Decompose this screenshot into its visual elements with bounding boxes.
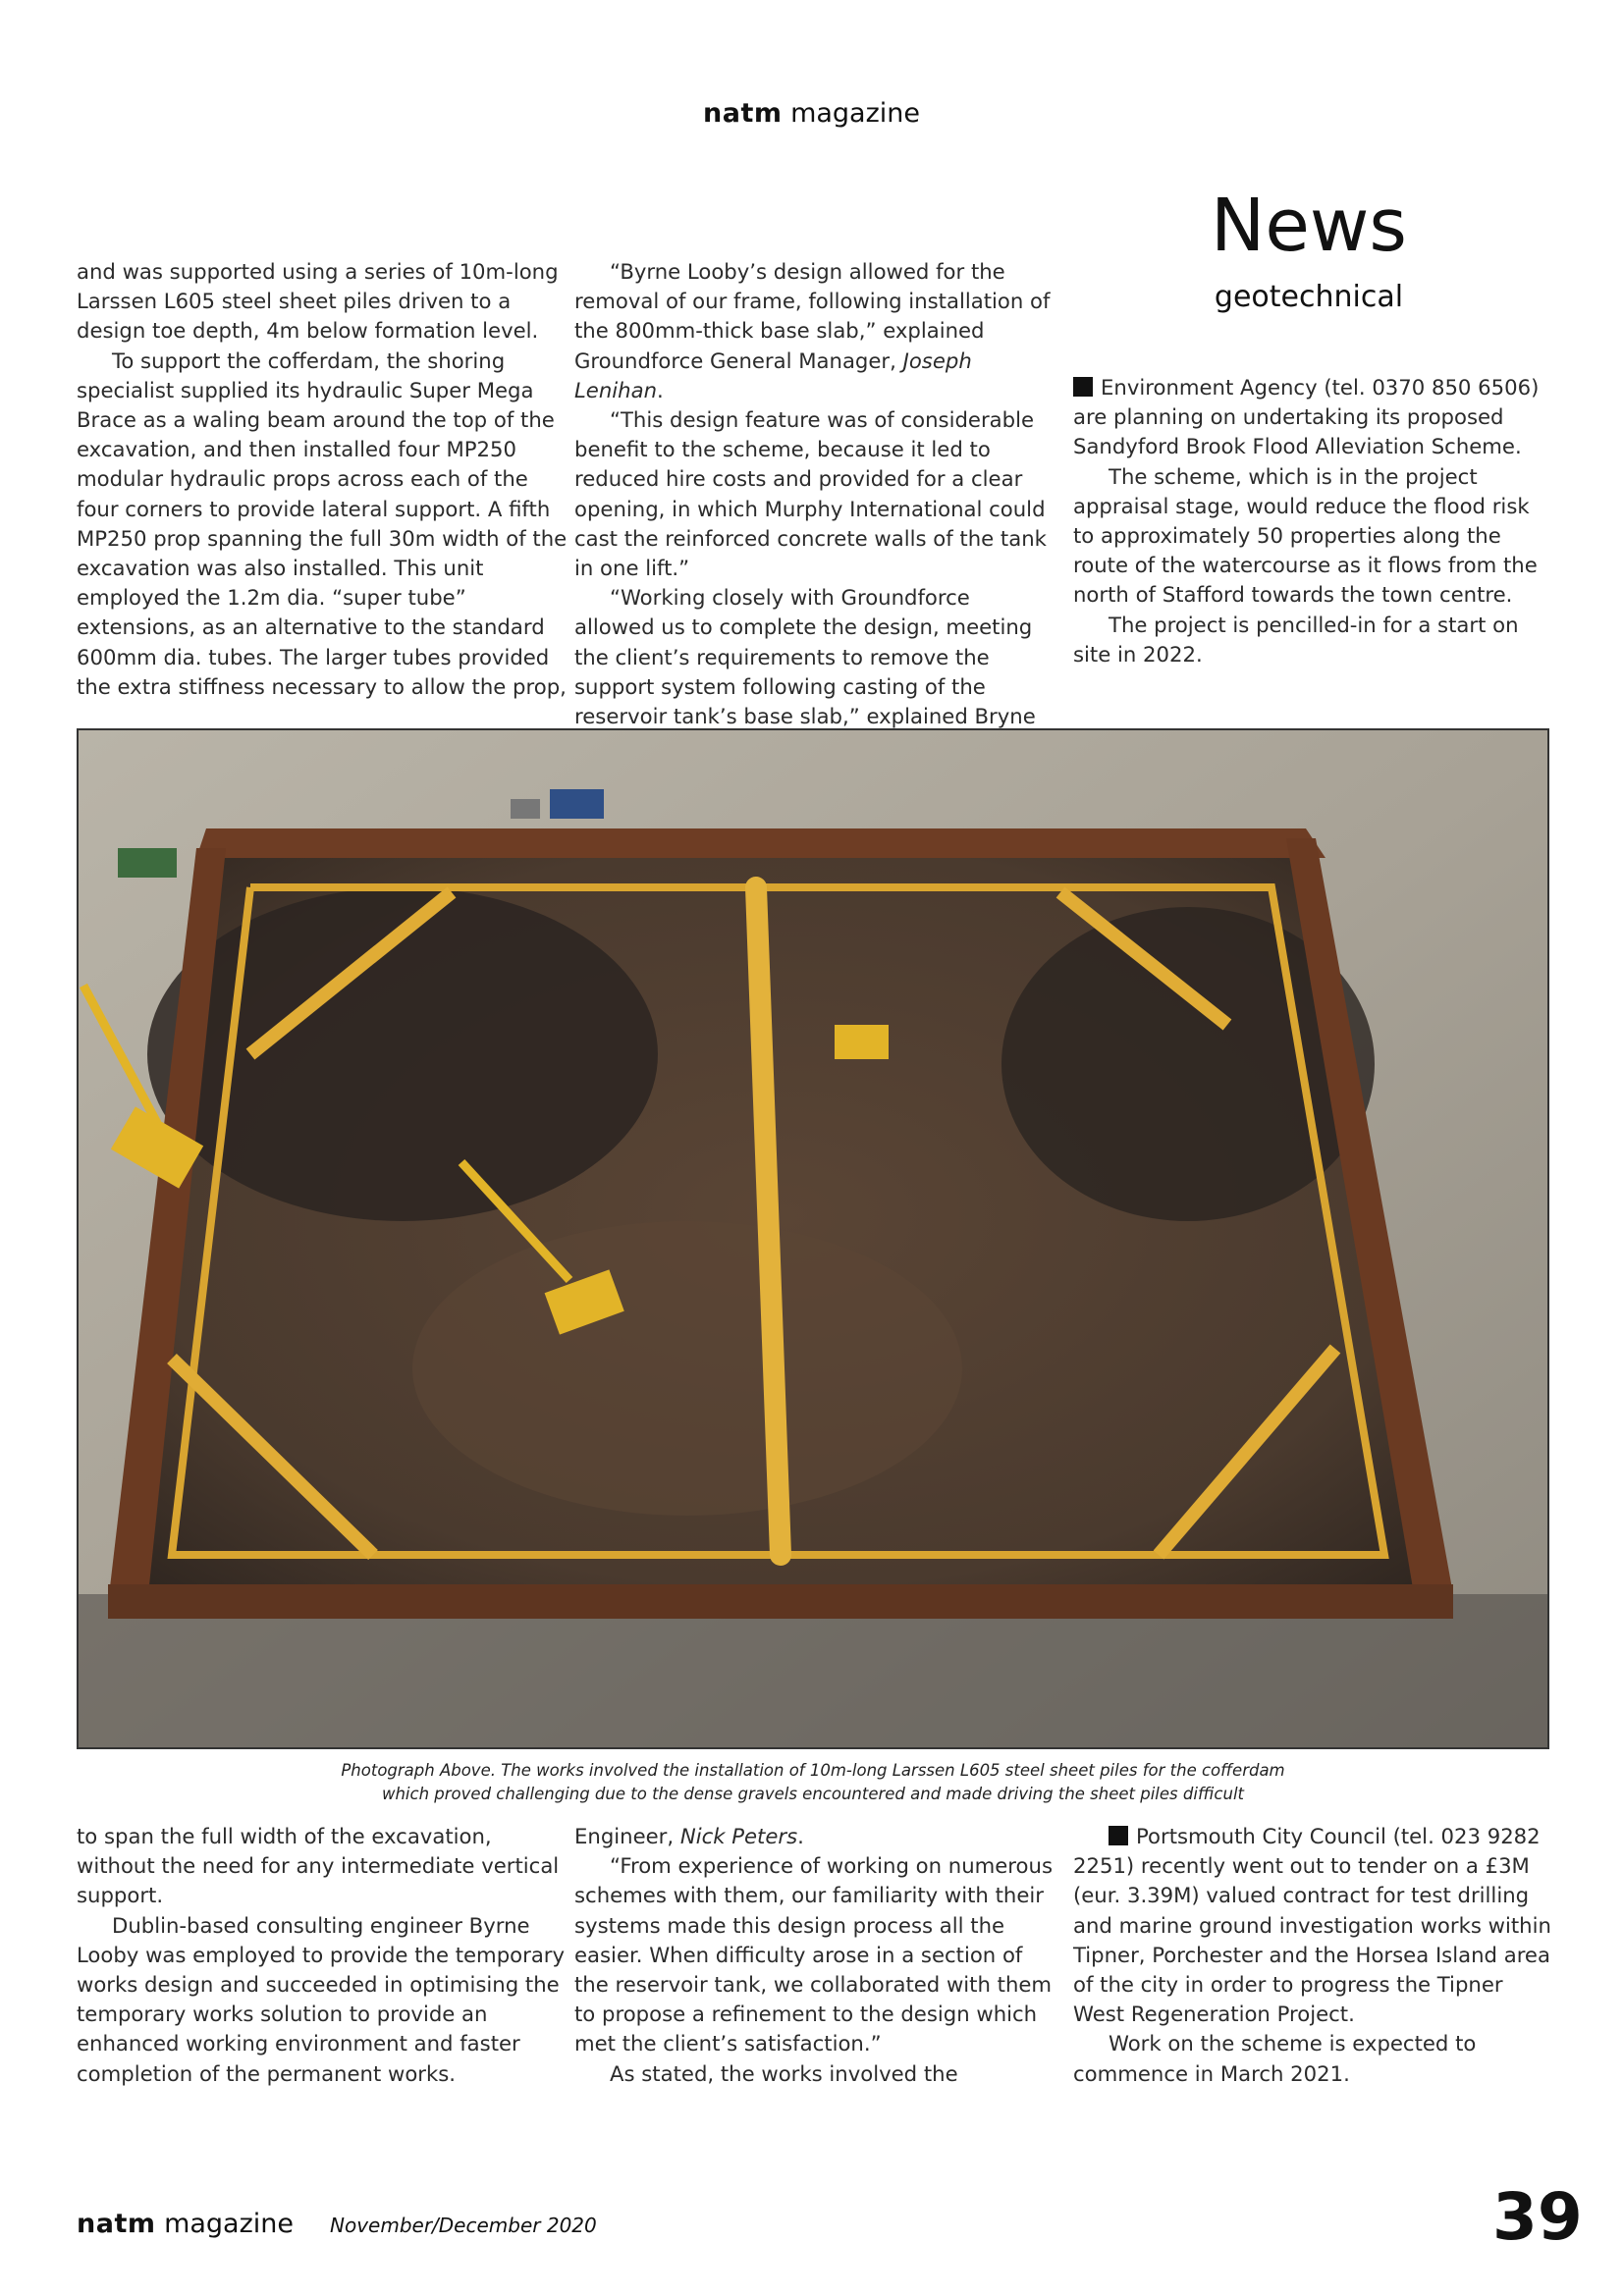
paragraph <box>574 257 1055 405</box>
masthead-brand-rest: magazine <box>782 98 920 129</box>
paragraph: To support the cofferdam, the shoring specialist supplied its hydraulic Super Mega Brace as a waling beam around the top of the excavation, and then installed four MP250 modular hydraulic props across each of the four corners to provide lateral support. A fifth MP250 prop spanning the full 30m width of the excavation was also installed. This unit employed the 1.2m dia. “super tube” extensions, as an alternative to the standard 600mm dia. tubes. The larger tubes provided the extra stiffness necessary to allow the prop, <box>77 347 568 699</box>
person-name: Joseph Lenihan <box>574 347 972 402</box>
photo-caption <box>77 1759 1549 1806</box>
masthead-brand-bold: natm <box>703 98 783 129</box>
paragraph: The scheme, which is in the project appraisal stage, would reduce the flood risk to approximately 50 properties along the route of the watercourse as it flows from the north of Stafford towards the town centre. <box>1073 463 1538 608</box>
article-column-bottom-1 <box>77 1822 568 2089</box>
paragraph: “Working closely with Groundforce allowed us to complete the design, meeting the client’s requirements to remove the support system following casting of the reservoir tank’s base slab,” explained Bryne <box>574 585 1036 729</box>
paragraph: “This design feature was of considerable benefit to the scheme, because it led to reduced hire costs and provided for a clear opening, in which Murphy International could cast the reinforced concrete walls of the tank in one lift.” <box>574 407 1047 581</box>
news-item-portsmouth <box>1073 1822 1554 2089</box>
paragraph <box>1073 373 1544 462</box>
caption-line: which proved challenging due to the dense gravels encountered and made driving the sheet piles difficult <box>381 1785 1245 1803</box>
paragraph: Work on the scheme is expected to commence in March 2021. <box>1073 2031 1477 2086</box>
paragraph <box>574 1822 1055 1851</box>
article-column-top-1 <box>77 257 568 702</box>
paragraph: The project is pencilled-in for a start on site in 2022. <box>1073 612 1519 667</box>
paragraph-text: . <box>657 377 664 402</box>
paragraph-text: “Byrne Looby’s design allowed for the removal of our frame, following installation of the 800mm-thick base slab,” explained Groundforce General Manager, <box>574 259 1051 373</box>
footer-brand-bold: natm <box>77 2209 156 2239</box>
news-item-environment-agency <box>1073 373 1544 669</box>
masthead <box>0 98 1623 129</box>
bullet-square-icon <box>1073 377 1093 397</box>
issue-date: November/December 2020 <box>330 2214 597 2237</box>
article-column-top-2 <box>574 257 1055 761</box>
footer-brand <box>77 2209 294 2239</box>
paragraph <box>1073 1822 1554 2029</box>
paragraph-text: Environment Agency (tel. 0370 850 6506) are planning on undertaking its proposed Sandyford Brook Flood Alleviation Scheme. <box>1073 375 1540 459</box>
paragraph-text: . <box>797 1824 804 1848</box>
paragraph: As stated, the works involved the <box>610 2060 958 2086</box>
paragraph: to span the full width of the excavation, without the need for any intermediate vertical support. <box>77 1824 560 1908</box>
caption-line: Photograph Above. The works involved the installation of 10m-long Larssen L605 steel sheet piles for the cofferdam <box>341 1761 1285 1780</box>
paragraph-text: Engineer, <box>574 1824 680 1848</box>
cofferdam-aerial-photo <box>77 728 1549 1749</box>
page-number: 39 <box>1492 2179 1583 2255</box>
paragraph: and was supported using a series of 10m-long Larssen L605 steel sheet piles driven to a design toe depth, 4m below formation level. <box>77 259 559 344</box>
section-subtitle: geotechnical <box>1214 280 1404 314</box>
footer-brand-rest: magazine <box>155 2209 294 2239</box>
person-name: Nick Peters <box>679 1824 798 1848</box>
paragraph: Dublin-based consulting engineer Byrne Looby was employed to provide the temporary works design and succeeded in optimising the temporary works solution to provide an enhanced working environment and faster completion of the permanent works. <box>77 1912 566 2086</box>
bullet-square-icon <box>1109 1826 1128 1845</box>
paragraph-text: Portsmouth City Council (tel. 023 9282 2251) recently went out to tender on a £3M (eur. 3.39M) valued contract for test drilling and marine ground investigation works within Tipner, Porchester and the Horsea Island area of the city in order to progress the Tipner West Regeneration Project. <box>1073 1824 1551 2027</box>
paragraph: “From experience of working on numerous schemes with them, our familiarity with their systems made this design process all the easier. When difficulty arose in a section of the reservoir tank, we collaborated with them to propose a refinement to the design which met the client’s satisfaction.” <box>574 1853 1053 2056</box>
article-column-bottom-2 <box>574 1822 1055 2089</box>
section-title: News <box>1211 184 1407 268</box>
